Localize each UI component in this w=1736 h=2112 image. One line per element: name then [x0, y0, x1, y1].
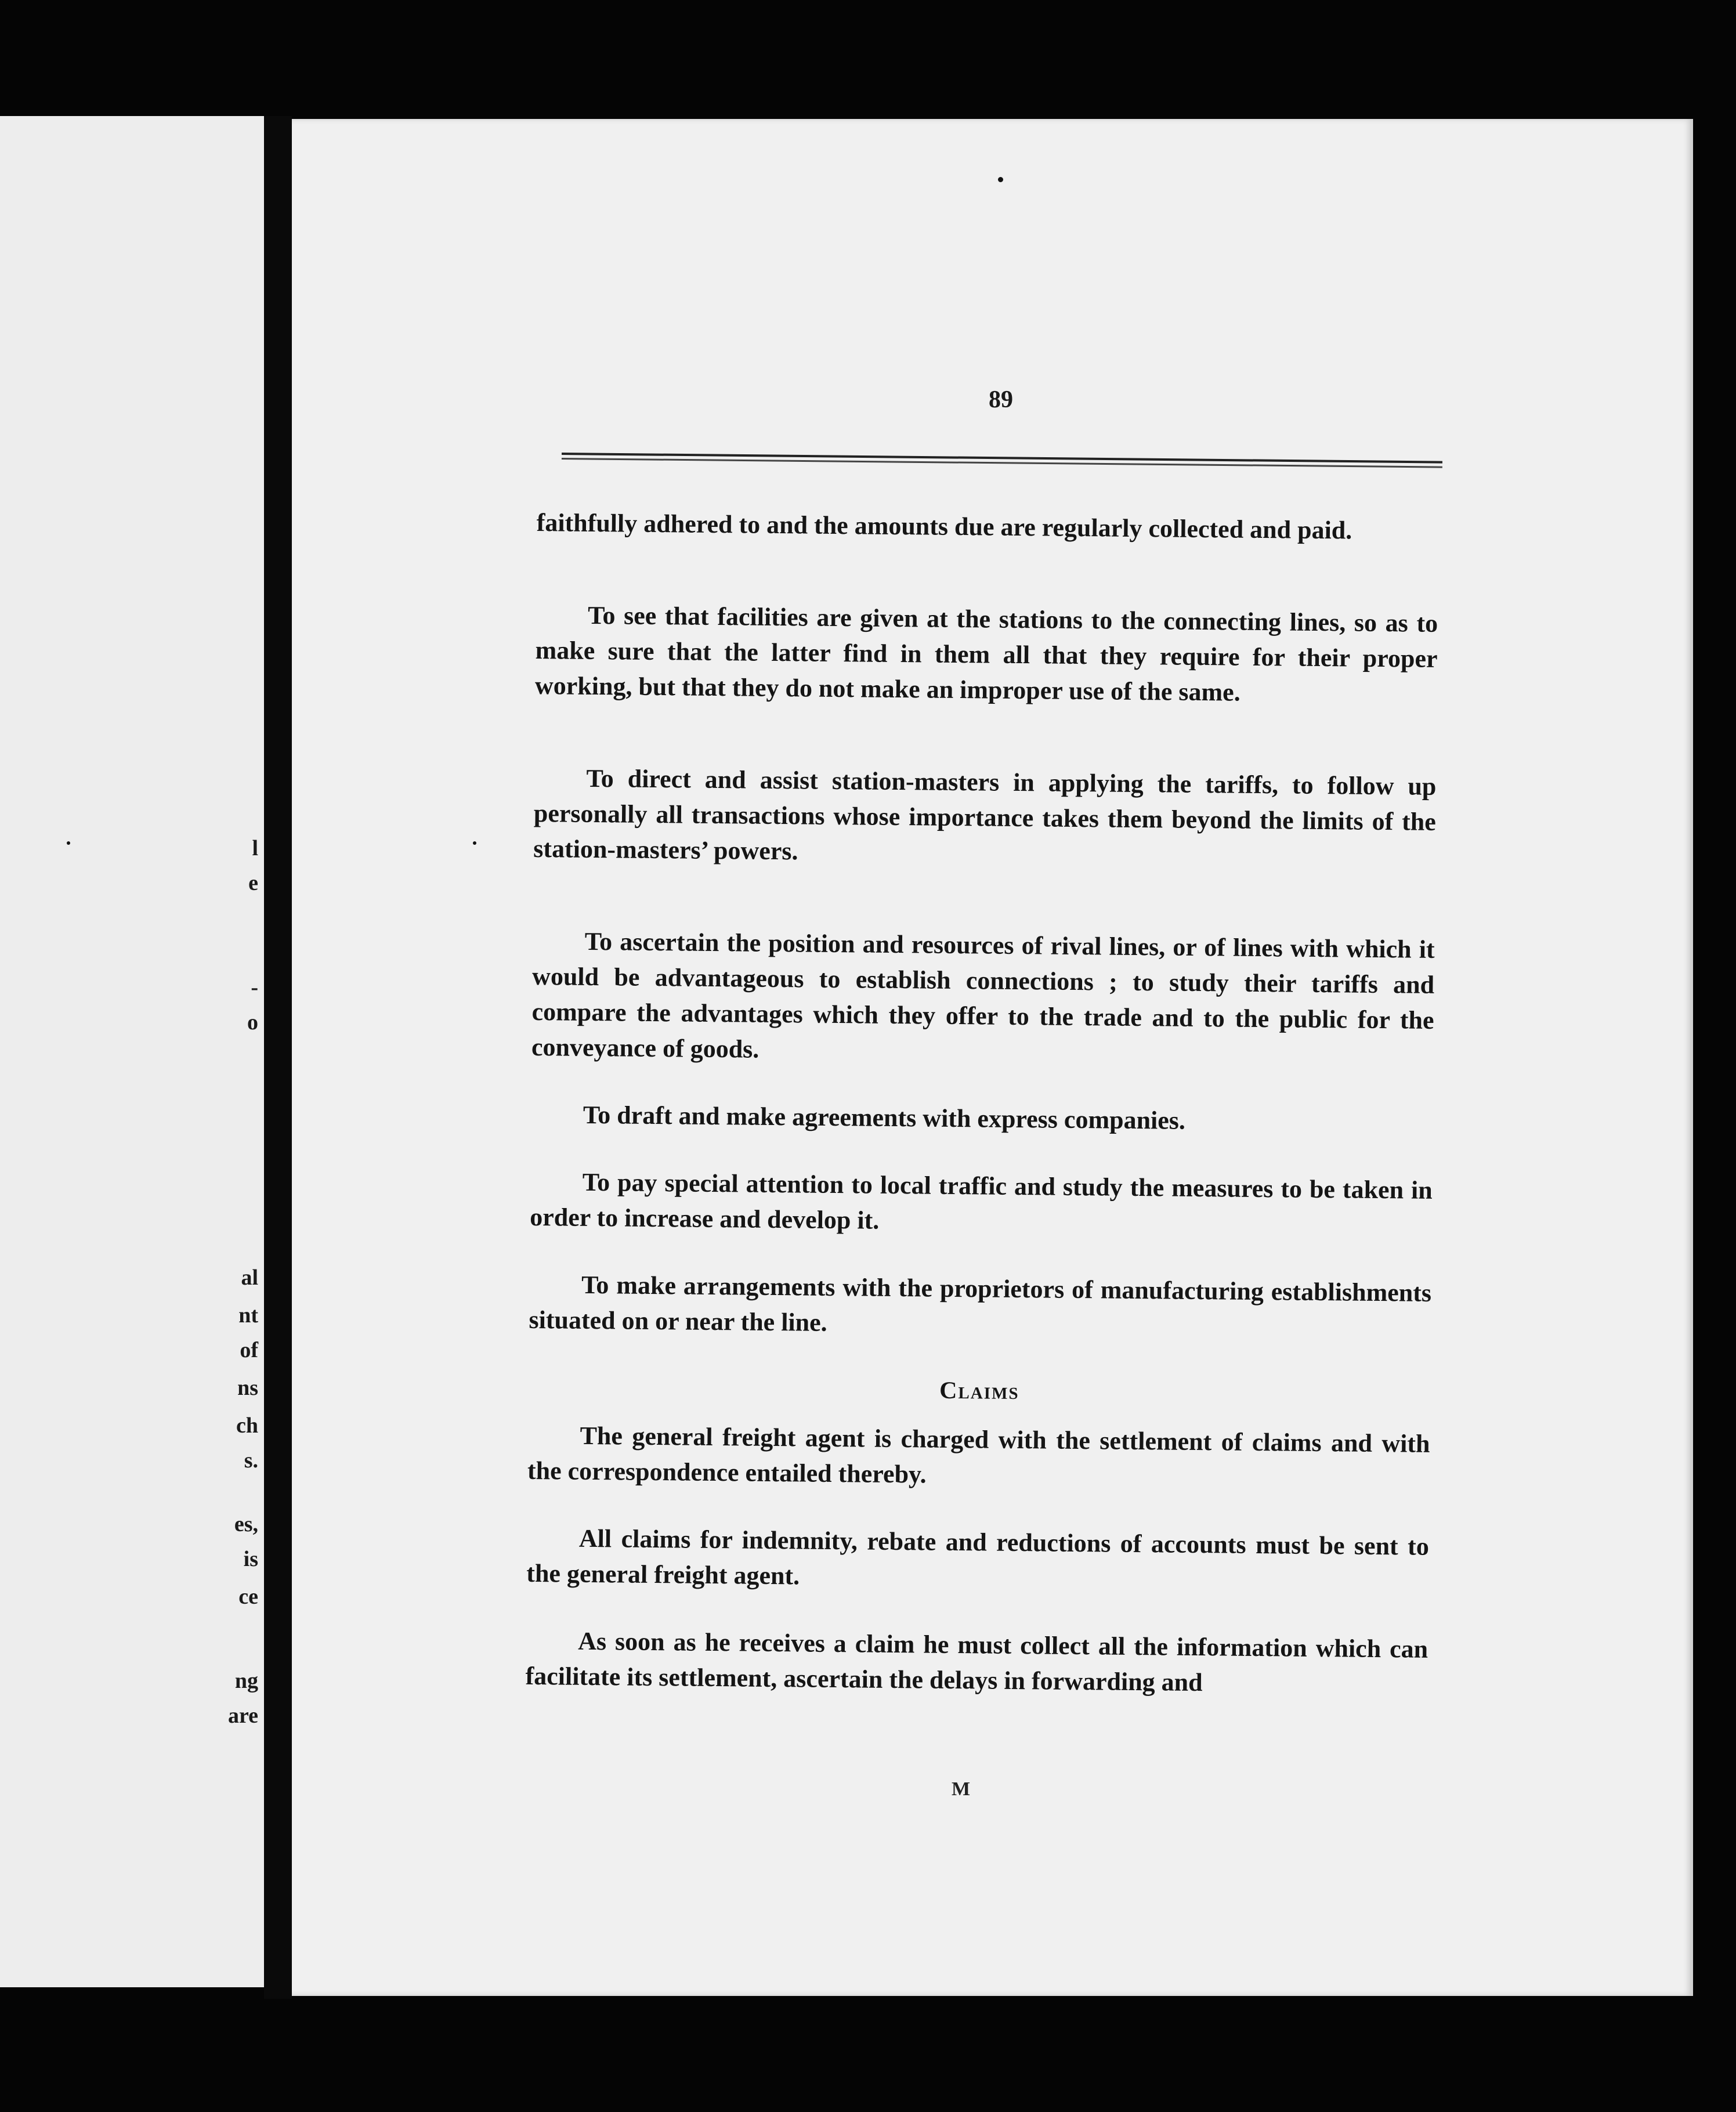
left-page-fragment: s.	[244, 1448, 258, 1473]
book-gutter	[264, 116, 292, 1999]
left-page-fragment: es,	[234, 1512, 258, 1536]
left-page-fragment: of	[240, 1338, 258, 1362]
paragraph-rival-lines: To ascertain the position and resources of rival lines, or of lines with which it would be advantageous to establish connections ; to study their tariffs and compare the advantages which they offer to the trade and to the public for the conveyance of goods.	[531, 927, 1435, 1064]
section-heading-claims: Claims	[939, 1377, 1019, 1405]
left-page-fragment: -	[251, 975, 258, 1000]
left-page-fragment: l	[252, 836, 258, 860]
left-page-fragment: ch	[236, 1413, 258, 1438]
scan-speck	[998, 177, 1003, 182]
paragraph-station-masters: To direct and assist station-masters in applying the tariffs, to follow up personally all transactions whose importance takes them beyond the limits of the station-masters’ powers.	[533, 764, 1437, 866]
paragraph-claims-indemnity: All claims for indemnity, rebate and reductions of accounts must be sent to the general freight agent.	[526, 1524, 1430, 1590]
left-page-fragment: al	[241, 1265, 258, 1290]
paragraph-local-traffic: To pay special attention to local traffic and study the measures to be taken in order to increase and develop it.	[529, 1167, 1433, 1235]
paragraph-facilities: To see that facilities are given at the stations to the connecting lines, so as to make sure that the latter find in them all that they require for their proper working, but that they do not make an improper use of the same.	[534, 601, 1438, 707]
paragraph-claims-information: As soon as he receives a claim he must collect all the information which can facilitate its settlement, ascertain the delays in forwarding and	[525, 1626, 1428, 1697]
left-page-fragment: o	[247, 1010, 258, 1035]
left-page-fragment: ce	[238, 1585, 258, 1609]
left-page-fragment: e	[248, 871, 258, 895]
left-page-fragment: are	[227, 1704, 258, 1728]
left-page-fragment: is	[243, 1547, 258, 1571]
paragraph-express-companies: To draft and make agreements with express companies.	[583, 1100, 1186, 1135]
paragraph-manufacturing: To make arrangements with the proprietors of manufacturing establishments situated on or near the line.	[529, 1270, 1432, 1337]
paragraph-continuation: faithfully adhered to and the amounts due are regularly collected and paid.	[536, 508, 1352, 545]
page-number: 89	[989, 386, 1013, 413]
scan-speck	[67, 841, 70, 845]
paragraph-claims-settlement: The general freight agent is charged with the settlement of claims and with the correspondence entailed thereby.	[527, 1421, 1430, 1489]
scan-speck	[473, 841, 476, 845]
left-page-fragment: ns	[237, 1376, 258, 1400]
page-body	[525, 505, 1439, 1702]
left-page-fragment: nt	[238, 1303, 258, 1328]
signature-mark: M	[952, 1778, 971, 1800]
left-page-fragment: ng	[234, 1669, 258, 1693]
left-page-edge	[0, 116, 264, 1987]
